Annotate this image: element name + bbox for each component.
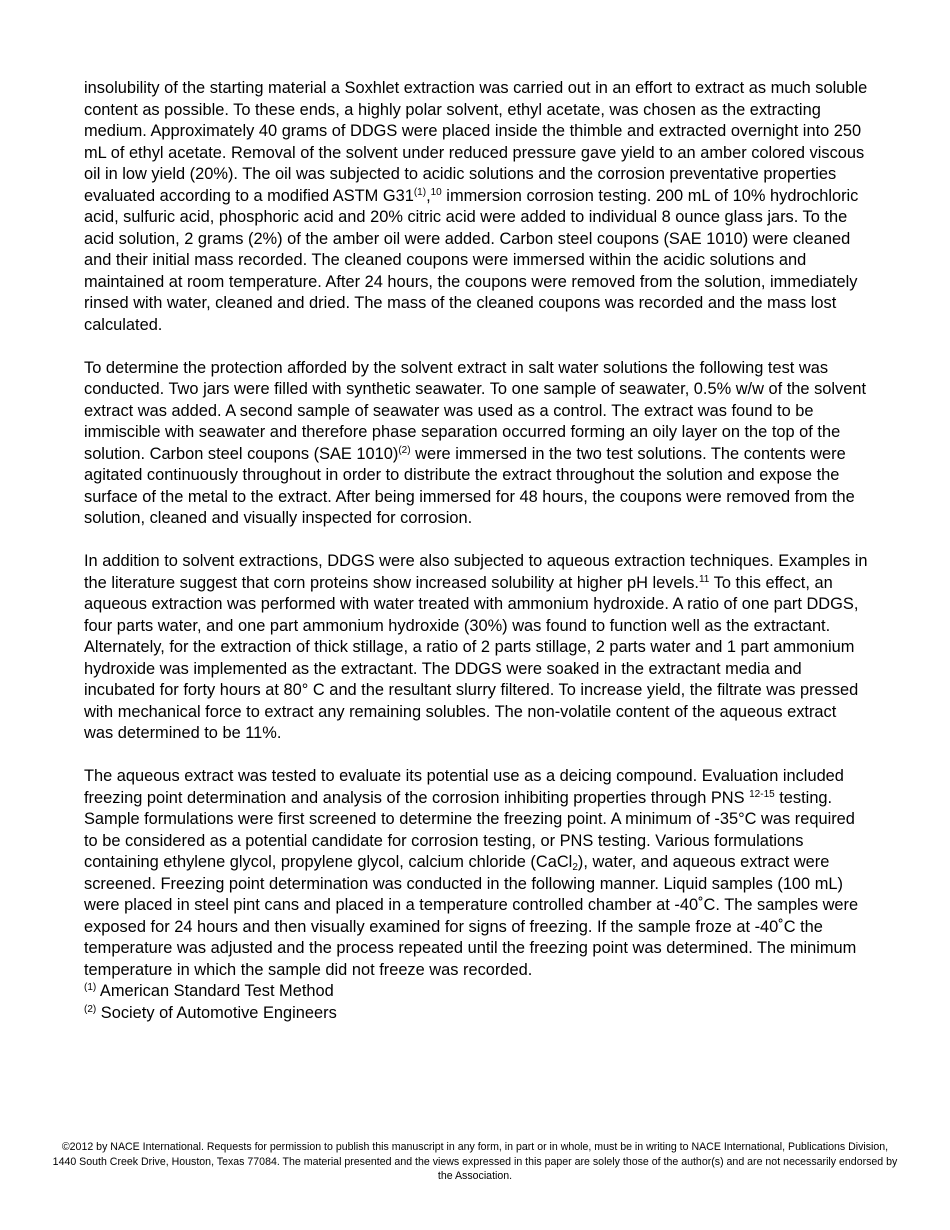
- footnote-ref: (2): [398, 444, 411, 456]
- paragraph-text: To this effect, an aqueous extraction was performed with water treated with ammonium hydroxide. A ratio of one part DDGS, four parts water, and one part ammonium hydroxide (30%) was found to function well as the extractant. Alternately, for the extraction of thick stillage, a ratio of 2 parts stillage, 2 parts water and 1 part ammonium hydroxide was implemented as the extractant. The DDGS were soaked in the extractant media and incubated for forty hours at 80° C and the resultant slurry filtered. To increase yield, the filtrate was pressed with mechanical force to extract any remaining solubles. The non-volatile content of the aqueous extract was determined to be 11%.: [84, 573, 859, 742]
- citation-ref: 11: [698, 573, 710, 585]
- paragraph-text: insolubility of the starting material a Soxhlet extraction was carried out in an effort to extract as much soluble content as possible. To these ends, a highly polar solvent, ethyl acetate, was chosen as the extracting medium. Approximately 40 grams of DDGS were placed inside the thimble and extracted overnight into 250 mL of ethyl acetate. Removal of the solvent under reduced pressure gave yield to an amber colored viscous oil in low yield (20%). The oil was subjected to acidic solutions and the corrosion preventative properties evaluated according to a modified ASTM G31: [84, 79, 868, 205]
- paragraph-salt-water-test: [84, 358, 868, 530]
- page-body: [84, 78, 868, 1024]
- paragraph-text: immersion corrosion testing. 200 mL of 10% hydrochloric acid, sulfuric acid, phosphoric acid and 20% citric acid were added to individual 8 ounce glass jars. To the acid solution, 2 grams (2%) of the amber oil were added. Carbon steel coupons (SAE 1010) were cleaned and their initial mass recorded. The cleaned coupons were immersed within the acidic solutions and maintained at room temperature. After 24 hours, the coupons were removed from the solution, immediately rinsed with water, cleaned and dried. The mass of the cleaned coupons was recorded and the mass lost calculated.: [84, 186, 859, 334]
- paragraph-deicing-evaluation: [84, 766, 868, 981]
- footnote-2: [84, 1003, 868, 1025]
- footnote-mark: (1): [84, 982, 97, 993]
- paragraph-text: To determine the protection afforded by the solvent extract in salt water solutions the following test was conducted. Two jars were filled with synthetic seawater. To one sample of seawater, 0.5% w/w of the solvent extract was added. A second sample of seawater was used as a control. The extract was found to be immiscible with seawater and therefore phase separation occurred forming an oily layer on the top of the solution. Carbon steel coupons (SAE 1010): [84, 358, 867, 463]
- citation-ref: 10: [430, 186, 442, 198]
- paragraph-text: ), water, and aqueous extract were screened. Freezing point determination was conducted in the following manner. Liquid samples (100 mL) were placed in steel pint cans and placed in a temperature controlled chamber at -40˚C. The samples were exposed for 24 hours and then visually examined for signs of freezing. If the sample froze at -40˚C the temperature was adjusted and the process repeated until the freezing point was determined. The minimum temperature in which the sample did not freeze was recorded.: [84, 853, 859, 979]
- footnote-1: [84, 981, 868, 1003]
- footnote-text: American Standard Test Method: [96, 982, 334, 1000]
- paragraph-text: In addition to solvent extractions, DDGS were also subjected to aqueous extraction techniques. Examples in the literature suggest that corn proteins show increased solubility at higher pH levels.: [84, 552, 868, 592]
- footnote-text: Society of Automotive Engineers: [96, 1003, 337, 1022]
- citation-ref: 12-15: [749, 788, 775, 800]
- paragraph-text: were immersed in the two test solutions. The contents were agitated continuously throughout in order to distribute the extract throughout the solution and expose the surface of the metal to the extract. After being immersed for 48 hours, the coupons were removed from the solution, cleaned and visually inspected for corrosion.: [84, 444, 855, 527]
- subscript: 2: [572, 862, 578, 873]
- copyright-footer: ©2012 by NACE International. Requests for permission to publish this manuscript in any form, in part or in whole, must be in writing to NACE International, Publications Division, 1440 South Creek Drive, Houston, Texas 77084. The material presented and the views expressed in this paper are solely those of the author(s) and are not necessarily endorsed by the Association.: [52, 1141, 898, 1183]
- paragraph-text: ,: [426, 186, 431, 205]
- paragraph-text: testing. Sample formulations were first screened to determine the freezing point. A minimum of -35°C was required to be considered as a potential candidate for corrosion testing, or PNS testing. Various formulations containing ethylene glycol, propylene glycol, calcium chloride (CaCl: [84, 788, 855, 871]
- paragraph-text: The aqueous extract was tested to evaluate its potential use as a deicing compound. Evaluation included freezing point determination and analysis of the corrosion inhibiting properties through PNS: [84, 767, 844, 807]
- paragraph-soxhlet-extraction: [84, 78, 868, 336]
- paragraph-aqueous-extraction: [84, 551, 868, 745]
- footnote-mark: (2): [84, 1003, 97, 1015]
- footnote-ref: (1): [413, 186, 427, 198]
